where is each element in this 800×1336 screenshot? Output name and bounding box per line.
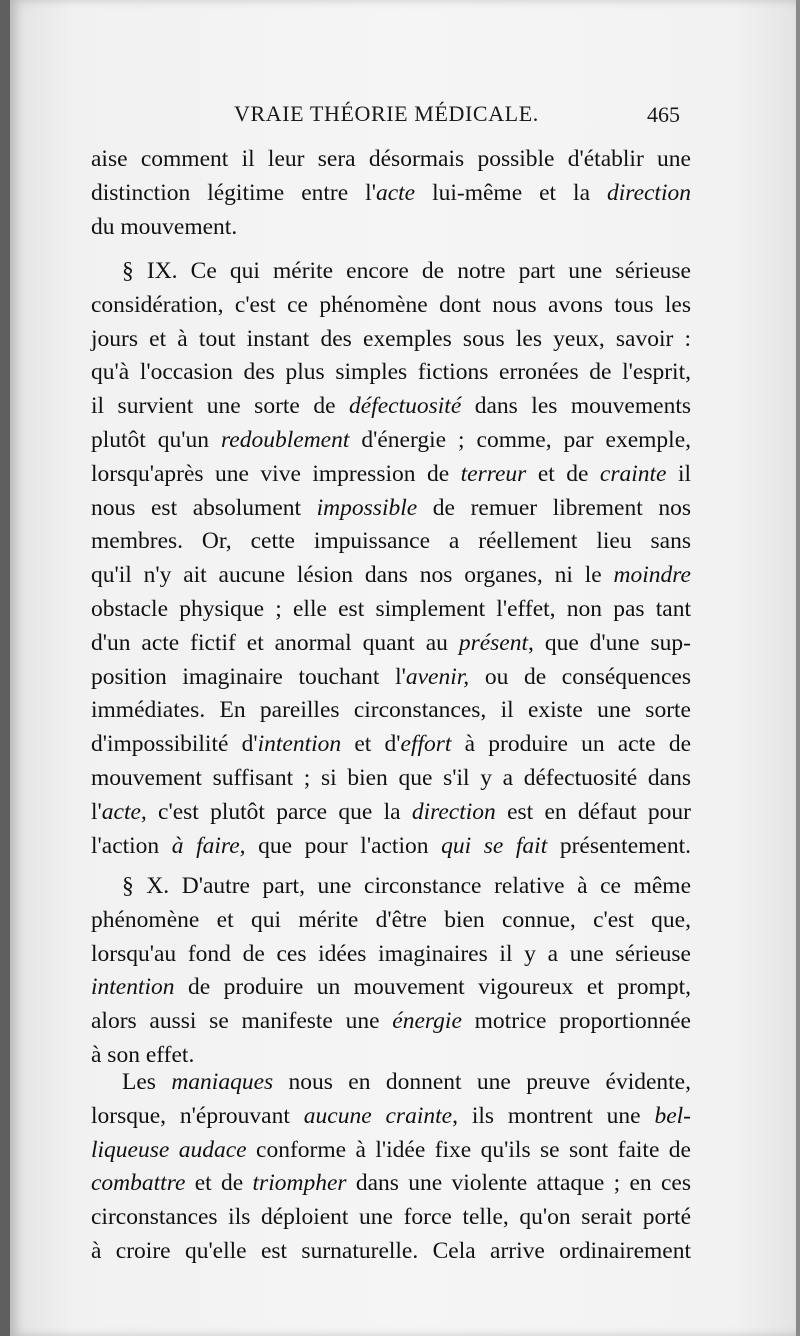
text-line: distinction légitime entre l'acte lui-même et la direction (91, 179, 691, 206)
text-line: d'impossibilité d'intention et d'effort à produire un acte de (91, 731, 691, 758)
text-line: intention de produire un mouvement vigoureux et prompt, (91, 974, 691, 1001)
text-line: l'acte, c'est plutôt parce que la direction est en défaut pour (91, 798, 692, 825)
text-line: position imaginaire touchant l'avenir, ou de conséquences (91, 663, 691, 690)
text-line: aise comment il leur sera désormais possible d'établir une (91, 146, 691, 172)
text-line: nous est absolument impossible de remuer librement nos (91, 494, 692, 521)
text-line: il survient une sorte de défectuosité dans les mouvements (91, 393, 691, 420)
text-line: qu'à l'occasion des plus simples fictions erronées de l'esprit, (91, 359, 691, 386)
text-line: liqueuse audace conforme à l'idée fixe qu'ils se sont faite de (91, 1136, 691, 1163)
text-line: qu'il n'y ait aucune lésion dans nos organes, ni le moindre (91, 562, 691, 589)
text-line: phénomène et qui mérite d'être bien connue, c'est que, (91, 906, 691, 933)
maniaques-paragraph (91, 1066, 691, 1269)
text-line: Les maniaques nous en donnent une preuve évidente, (122, 1069, 691, 1095)
text-line: § X. D'autre part, une circonstance relative à ce même (122, 873, 691, 899)
text-line: lorsqu'au fond de ces idées imaginaires il y a une sérieuse (91, 940, 691, 967)
text-line: lorsque, n'éprouvant aucune crainte, ils montrent une bel- (91, 1102, 691, 1129)
text-line: § IX. Ce qui mérite encore de notre part une sérieuse (122, 258, 691, 284)
text-line: à croire qu'elle est surnaturelle. Cela arrive ordinairement (91, 1237, 691, 1264)
section-ix-paragraph (91, 255, 691, 863)
text-line: alors aussi se manifeste une énergie motrice proportionnée (91, 1008, 691, 1035)
text-line: obstacle physique ; elle est simplement l'effet, non pas tant (91, 595, 691, 622)
text-line: d'un acte fictif et anormal quant au présent, que d'une sup- (91, 629, 691, 656)
text-line: du mouvement. (91, 213, 238, 240)
text-line: à son effet. (91, 1041, 195, 1068)
text-line: combattre et de triompher dans une violente attaque ; en ces (91, 1170, 691, 1197)
text-line: mouvement suffisant ; si bien que s'il y a défectuosité dans (91, 764, 691, 791)
section-x-paragraph (91, 870, 691, 1073)
text-line: immédiates. En pareilles circonstances, il existe une sorte (91, 697, 691, 724)
page-number: 465 (647, 102, 680, 127)
text-line: circonstances ils déploient une force telle, qu'on serait porté (91, 1204, 691, 1231)
text-line: plutôt qu'un redoublement d'énergie ; comme, par exemple, (91, 426, 692, 453)
book-spine-shadow (0, 0, 10, 1336)
running-header: VRAIE THÉORIE MÉDICALE. (234, 101, 539, 126)
paragraph-continuation (91, 143, 691, 244)
text-line: considération, c'est ce phénomène dont nous avons tous les (91, 291, 691, 318)
text-line: l'action à faire, que pour l'action qui se fait présentement. (91, 832, 691, 859)
text-line: lorsqu'après une vive impression de terreur et de crainte il (91, 460, 691, 487)
text-line: jours et à tout instant des exemples sous les yeux, savoir : (91, 325, 691, 352)
text-line: membres. Or, cette impuissance a réellement lieu sans (91, 528, 691, 555)
